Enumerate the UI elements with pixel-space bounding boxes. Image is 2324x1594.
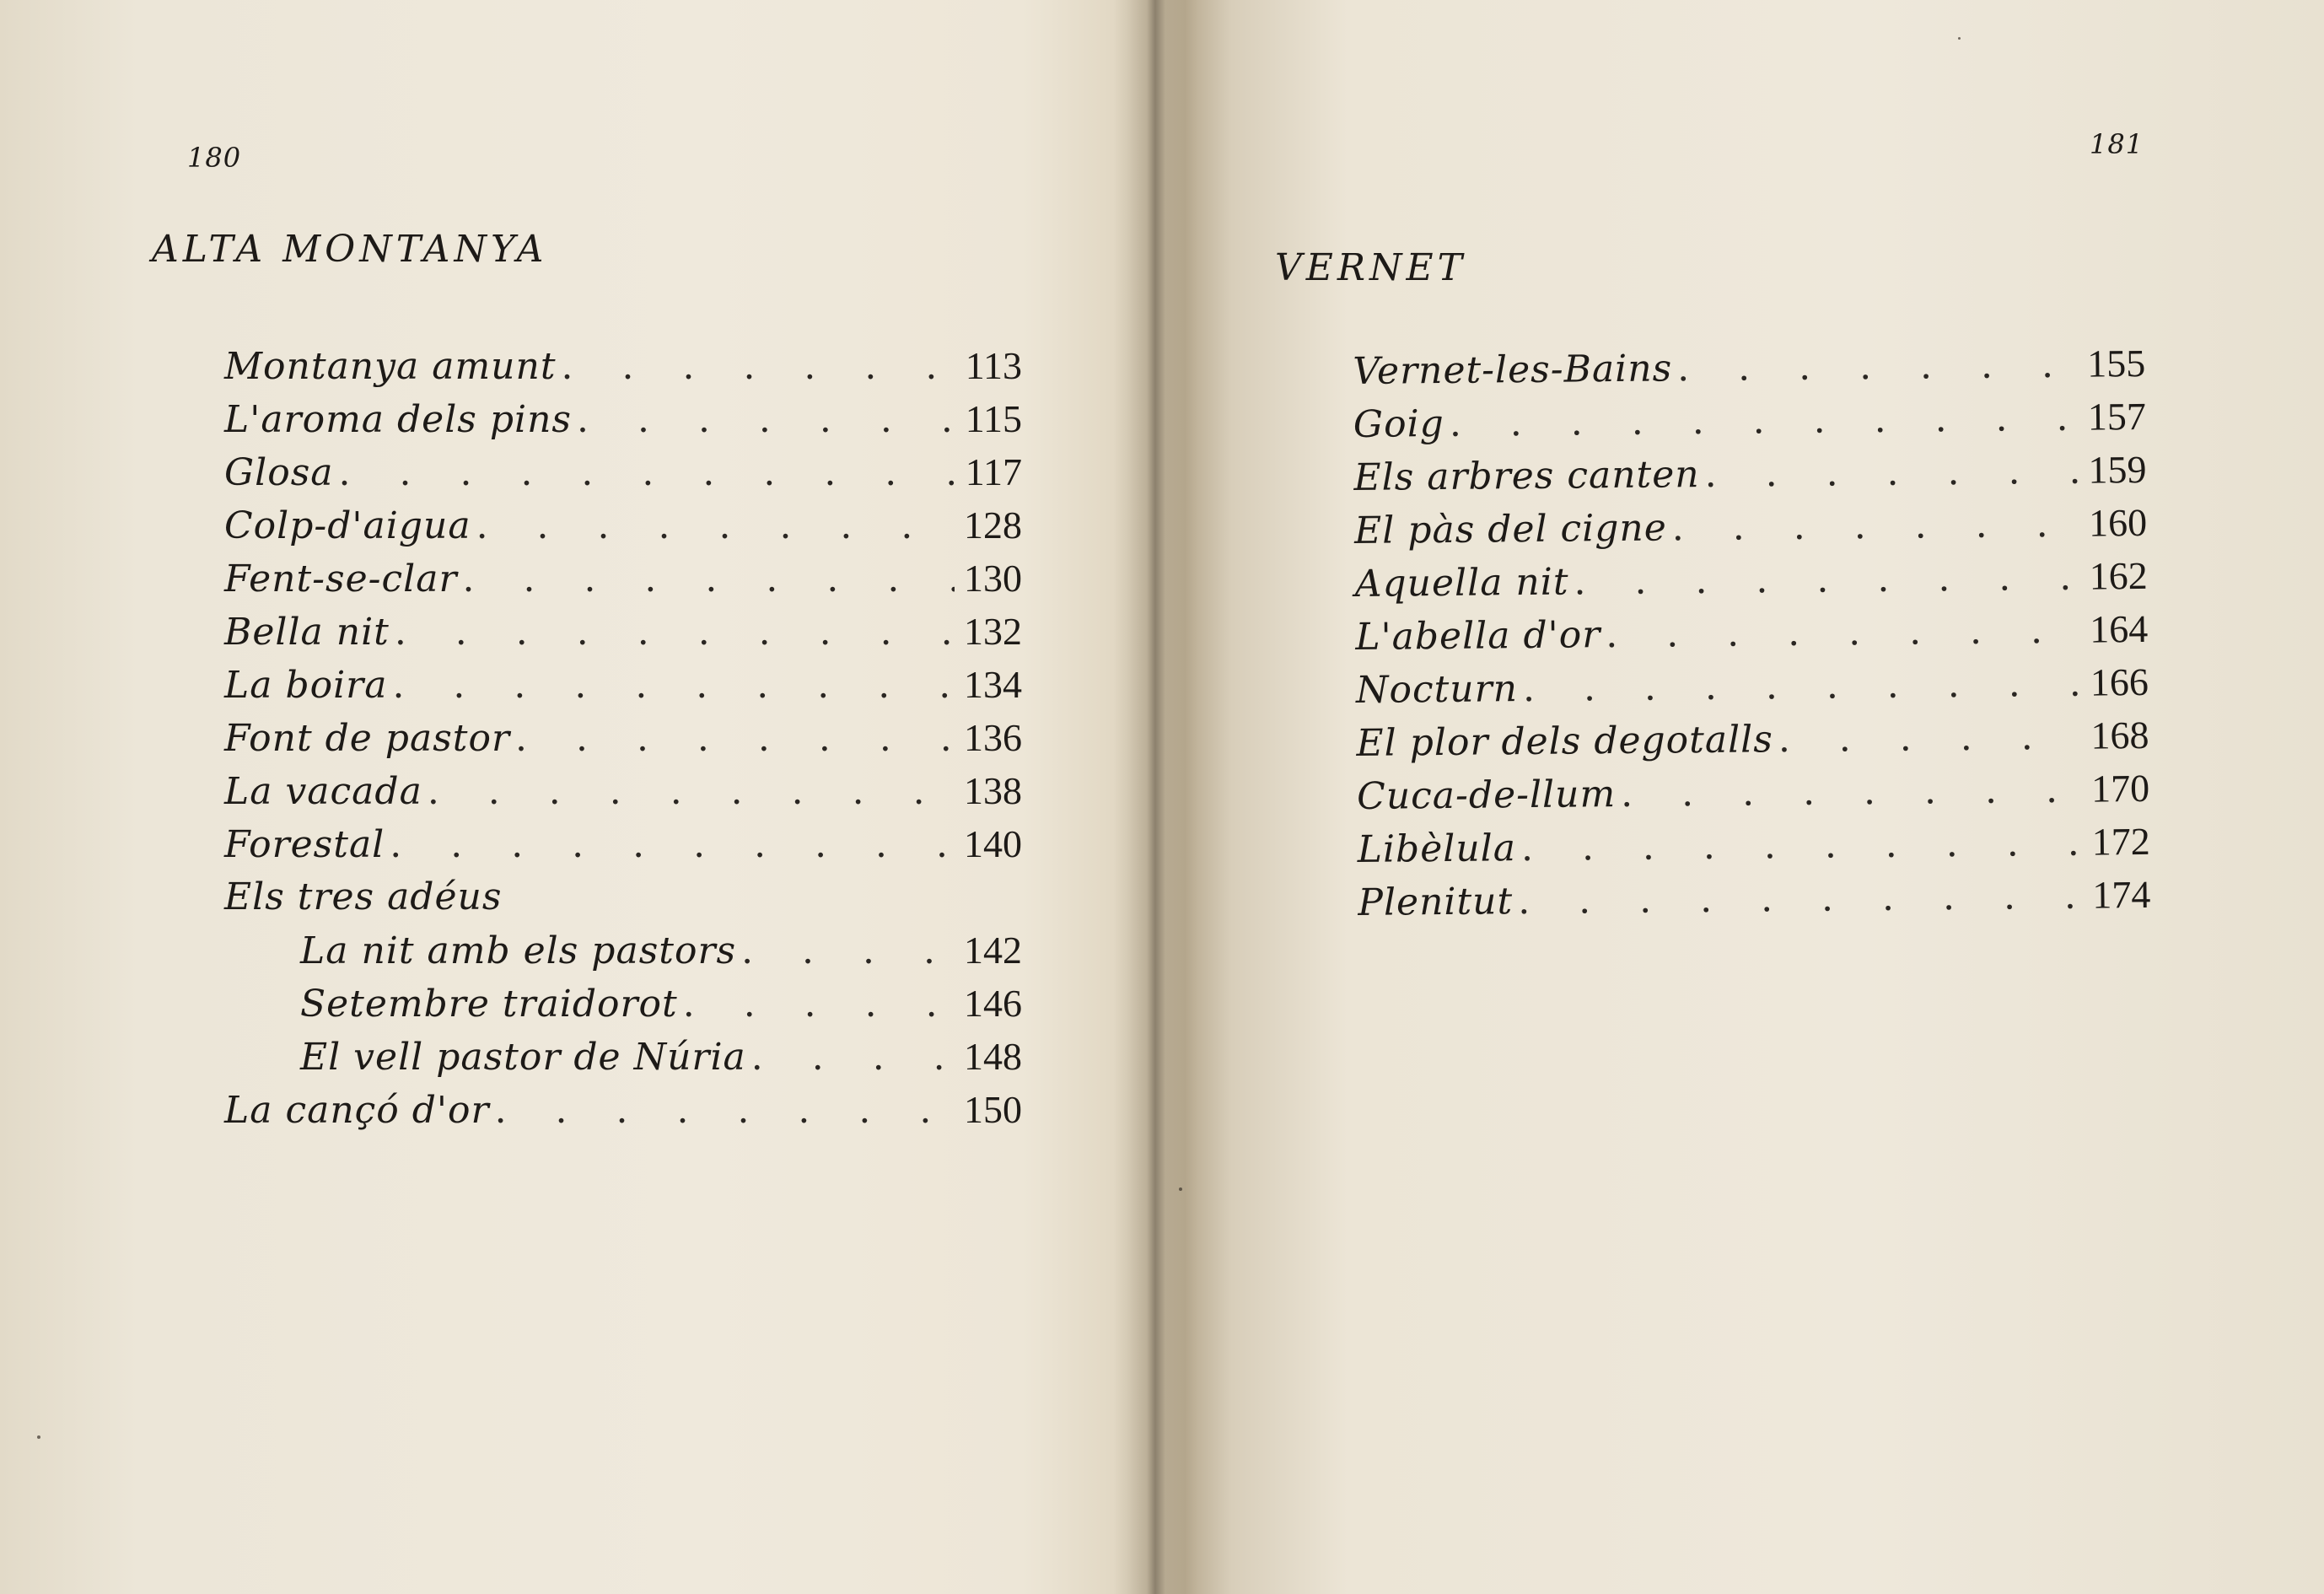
entry-title: Setembre traidorot	[300, 983, 678, 1026]
entry-page-number: 160	[2088, 500, 2148, 545]
toc-entry	[224, 1083, 1022, 1136]
entry-title: Forestal	[224, 823, 385, 866]
dot-leader	[463, 552, 955, 606]
toc-entry	[224, 339, 1022, 392]
toc-subentry	[224, 977, 1022, 1030]
entry-title: La vacada	[224, 770, 422, 813]
entry-title: La cançó d'or	[224, 1089, 490, 1132]
entry-page-number: 146	[964, 982, 1022, 1025]
dot-leader	[515, 712, 955, 765]
entry-title: El pàs del cigne	[1353, 506, 1668, 552]
entry-title: La boira	[224, 664, 388, 707]
dot-leader	[751, 1031, 955, 1084]
dot-leader	[392, 659, 955, 712]
entry-page-number: 170	[2090, 766, 2150, 810]
entry-page-number: 136	[964, 716, 1022, 759]
dot-leader	[1523, 657, 2082, 715]
entry-title: L'abella d'or	[1355, 613, 1601, 659]
entry-title: Vernet-les-Bains	[1353, 347, 1673, 393]
toc-entry	[1357, 815, 2150, 875]
dot-leader	[562, 340, 955, 393]
dot-leader	[1449, 391, 2079, 450]
entry-title: El plor dels degotalls	[1356, 718, 1774, 765]
toc-entry	[1355, 602, 2149, 663]
entry-title: Bella nit	[224, 611, 390, 654]
toc-entry	[224, 552, 1022, 605]
entry-title: Plenitut	[1358, 880, 1514, 924]
entry-page-number: 159	[2088, 447, 2147, 492]
toc-entry	[224, 498, 1022, 552]
entry-page-number: 132	[964, 610, 1022, 653]
dot-leader	[1606, 604, 2081, 661]
entry-page-number: 138	[964, 769, 1022, 812]
toc-entry	[224, 605, 1022, 658]
entry-title: Colp-d'aigua	[224, 504, 471, 547]
right-page	[1164, 0, 2324, 1594]
dot-leader	[1778, 710, 2082, 766]
entry-page-number: 162	[2089, 553, 2148, 598]
entry-title: Goig	[1353, 401, 1445, 446]
dot-leader	[1671, 498, 2079, 555]
entry-page-number: 128	[964, 504, 1022, 547]
entry-title: Aquella nit	[1354, 560, 1569, 606]
dot-leader	[339, 446, 955, 499]
dot-leader	[395, 606, 955, 659]
toc-entry	[1358, 868, 2151, 929]
toc-entry	[224, 711, 1022, 764]
dot-leader	[1574, 551, 2080, 609]
entry-title: Fent-se-clar	[224, 557, 458, 600]
entry-title: Libèlula	[1357, 827, 1517, 871]
toc-entry	[1354, 549, 2148, 610]
toc-entry	[224, 658, 1022, 711]
entry-page-number: 166	[2090, 660, 2149, 704]
entry-page-number: 157	[2087, 394, 2147, 439]
toc-entry	[1353, 337, 2146, 397]
toc-entry	[1356, 655, 2149, 716]
entry-title: La nit amb els pastors	[300, 929, 737, 972]
table-of-contents	[1353, 337, 2151, 929]
table-of-contents	[224, 339, 1022, 1136]
dot-leader	[1621, 763, 2083, 821]
entry-title: Font de pastor	[224, 717, 510, 760]
entry-page-number: 168	[2090, 713, 2149, 757]
entry-page-number: 155	[2087, 341, 2146, 385]
dot-leader	[741, 924, 955, 977]
entry-page-number: 164	[2090, 606, 2149, 651]
entry-title: Nocturn	[1355, 667, 1519, 712]
entry-title: Glosa	[224, 451, 334, 494]
toc-entry	[1357, 762, 2150, 822]
dot-leader	[476, 499, 955, 552]
toc-entry	[224, 764, 1022, 817]
entry-title: Montanya amunt	[224, 345, 557, 388]
section-title: ALTA MONTANYA	[152, 228, 548, 271]
page-number: 181	[2090, 128, 2144, 160]
dot-leader	[1521, 816, 2083, 875]
entry-page-number: 142	[964, 929, 1022, 972]
dot-leader	[577, 393, 955, 446]
dot-leader	[495, 1084, 955, 1137]
paper-speck	[37, 1435, 40, 1439]
toc-group-heading	[224, 870, 1022, 924]
page-number: 180	[187, 142, 242, 174]
dot-leader	[1518, 870, 2084, 928]
dot-leader	[390, 818, 955, 871]
entry-page-number: 174	[2092, 872, 2151, 917]
paper-speck	[1179, 1187, 1182, 1191]
toc-entry	[1354, 496, 2148, 557]
paper-speck	[1958, 37, 1961, 40]
toc-entry	[224, 392, 1022, 445]
entry-page-number: 150	[964, 1088, 1022, 1131]
section-title: VERNET	[1275, 246, 1466, 289]
toc-entry	[1356, 708, 2149, 769]
dot-leader	[1677, 338, 2079, 396]
toc-entry	[224, 445, 1022, 498]
entry-title: Els arbres canten	[1353, 453, 1700, 499]
entry-title: L'aroma dels pins	[224, 398, 573, 441]
toc-entry	[1353, 443, 2147, 504]
dot-leader	[683, 977, 955, 1031]
entry-page-number: 172	[2091, 819, 2150, 864]
entry-title: El vell pastor de Núria	[300, 1036, 746, 1079]
entry-page-number: 140	[964, 822, 1022, 865]
dot-leader	[1704, 444, 2079, 501]
dot-leader	[428, 765, 955, 818]
toc-entry	[224, 817, 1022, 870]
entry-title: Cuca-de-llum	[1356, 773, 1617, 818]
toc-subentry	[224, 924, 1022, 977]
toc-entry	[1353, 390, 2147, 450]
entry-title: Els tres adéus	[224, 875, 503, 918]
toc-subentry	[224, 1030, 1022, 1083]
entry-page-number: 115	[965, 397, 1022, 440]
entry-page-number: 117	[965, 450, 1022, 493]
entry-page-number: 130	[964, 557, 1022, 600]
entry-page-number: 113	[965, 344, 1022, 387]
entry-page-number: 148	[964, 1035, 1022, 1078]
entry-page-number: 134	[964, 663, 1022, 706]
